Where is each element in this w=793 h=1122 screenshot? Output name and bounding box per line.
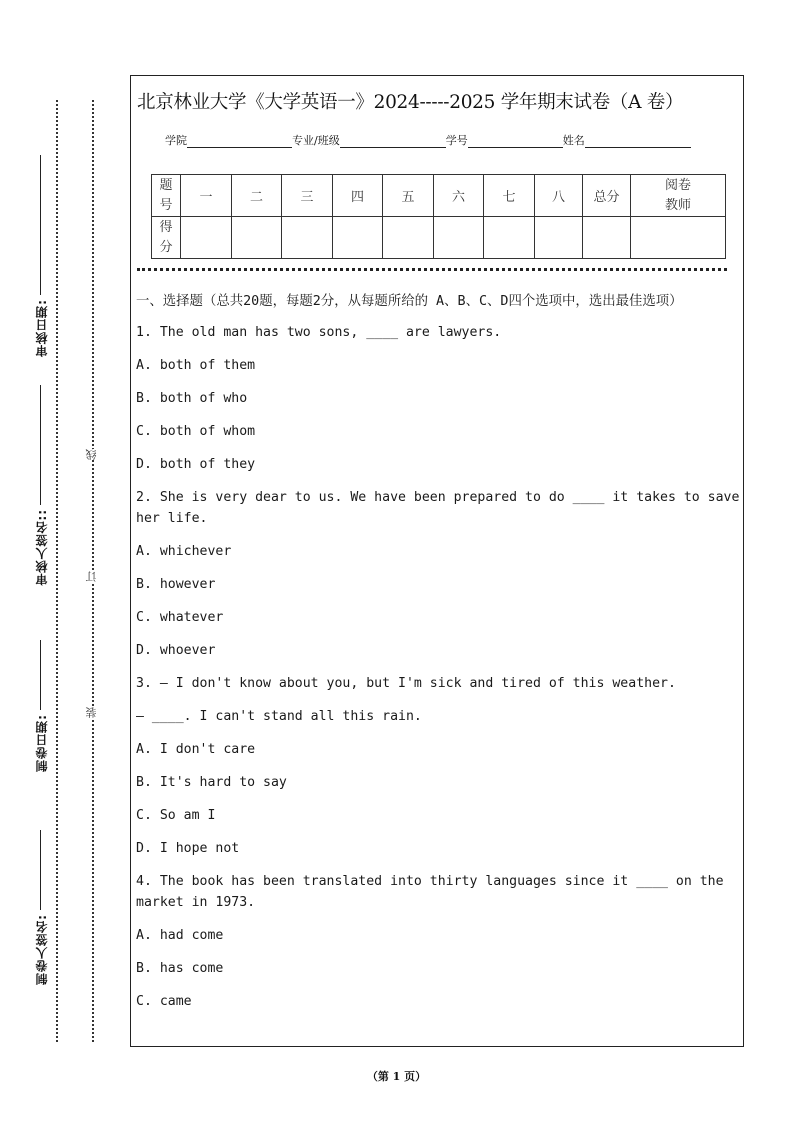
header-cell: 二: [232, 175, 282, 217]
answer-option[interactable]: A. I don't care: [136, 742, 256, 757]
answer-option[interactable]: B. has come: [136, 961, 224, 976]
score-cell[interactable]: [181, 217, 232, 259]
question-stem-continuation: — ____. I can't stand all this rain.: [136, 709, 422, 724]
paper-date-label: 制卷日期:: [34, 714, 49, 772]
answer-option[interactable]: B. It's hard to say: [136, 775, 287, 790]
question-number-label-cell: [152, 175, 181, 217]
question-stem: 2. She is very dear to us. We have been prepared to do ____ it takes to save her life.: [136, 490, 740, 526]
review-date-label: 审核日期:: [34, 299, 49, 357]
header-cell: 三: [282, 175, 333, 217]
header-cell: 八: [535, 175, 583, 217]
cut-mark-line: 线: [85, 449, 98, 460]
paper-author-signature-label: 制卷人签名:: [34, 914, 49, 985]
cut-mark-install: 装: [85, 707, 98, 718]
answer-option[interactable]: B. both of who: [136, 391, 248, 406]
question-number-label-2: 号: [159, 197, 173, 213]
reviewer-label-2: 教师: [664, 197, 691, 213]
question-section: [136, 291, 742, 1024]
answer-option[interactable]: A. had come: [136, 928, 224, 943]
question-stem: 1. The old man has two sons, ____ are lawyers.: [136, 325, 502, 340]
name-input[interactable]: [585, 135, 691, 148]
college-input[interactable]: [187, 135, 292, 148]
answer-option[interactable]: A. whichever: [136, 544, 232, 559]
reviewer-header-cell: [631, 175, 726, 217]
student-id-input[interactable]: [468, 135, 563, 148]
answer-option[interactable]: C. came: [136, 994, 192, 1009]
major-label: 专业/班级: [292, 134, 340, 147]
answer-option[interactable]: D. I hope not: [136, 841, 240, 856]
score-label-2: 分: [159, 239, 173, 255]
question-stem: 3. — I don't know about you, but I'm sick and tired of this weather.: [136, 676, 676, 691]
score-cell[interactable]: [484, 217, 535, 259]
answer-option[interactable]: C. whatever: [136, 610, 224, 625]
answer-option[interactable]: C. both of whom: [136, 424, 256, 439]
section-heading: 一、选择题（总共20题，每题2分，从每题所给的 A、B、C、D四个选项中，选出最佳选项）: [136, 294, 683, 309]
cut-mark-bind: 订: [85, 571, 98, 582]
question-stem: 4. The book has been translated into thirty languages since it ____ on the market in 1973.: [136, 874, 724, 910]
reviewer-label-1: 阅卷: [664, 177, 691, 193]
header-cell: 五: [383, 175, 434, 217]
reviewer-signature-blank[interactable]: [40, 385, 42, 505]
score-table-score-row: [152, 217, 726, 259]
student-id-label: 学号: [445, 134, 468, 147]
college-label: 学院: [165, 134, 187, 147]
answer-option[interactable]: D. whoever: [136, 643, 216, 658]
paper-author-signature-blank[interactable]: [40, 830, 42, 910]
total-score-header-cell: 总分: [583, 175, 631, 217]
score-table-header-row: [152, 175, 726, 217]
answer-option[interactable]: D. both of they: [136, 457, 256, 472]
review-date-field[interactable]: [24, 155, 58, 357]
score-cell[interactable]: [282, 217, 333, 259]
student-info-row: [165, 132, 691, 148]
header-cell: 四: [333, 175, 383, 217]
answer-option[interactable]: B. however: [136, 577, 216, 592]
score-cell[interactable]: [383, 217, 434, 259]
paper-author-signature-field[interactable]: [24, 830, 58, 985]
section-divider: [137, 268, 727, 271]
answer-option[interactable]: C. So am I: [136, 808, 216, 823]
score-cell[interactable]: [434, 217, 484, 259]
total-score-cell[interactable]: [583, 217, 631, 259]
name-label: 姓名: [562, 134, 585, 147]
header-cell: 六: [434, 175, 484, 217]
major-input[interactable]: [340, 135, 446, 148]
header-cell: 七: [484, 175, 535, 217]
page-number: （第 1 页）: [366, 1070, 427, 1083]
score-label-cell: [152, 217, 181, 259]
reviewer-signature-field[interactable]: [24, 385, 58, 586]
score-cell[interactable]: [535, 217, 583, 259]
answer-option[interactable]: A. both of them: [136, 358, 256, 373]
exam-frame: [130, 75, 744, 1047]
score-label-1: 得: [159, 219, 173, 235]
score-cell[interactable]: [333, 217, 383, 259]
paper-date-blank[interactable]: [40, 640, 42, 710]
review-date-blank[interactable]: [40, 155, 42, 295]
exam-title: 北京林业大学《大学英语一》2024-----2025 学年期末试卷（A 卷）: [137, 92, 684, 113]
score-cell[interactable]: [232, 217, 282, 259]
question-number-label-1: 题: [159, 177, 173, 193]
score-table: [151, 174, 726, 259]
reviewer-signature-label: 审核人签名::: [34, 509, 49, 586]
reviewer-signature-cell[interactable]: [631, 217, 726, 259]
header-cell: 一: [181, 175, 232, 217]
paper-date-field[interactable]: [24, 640, 58, 772]
